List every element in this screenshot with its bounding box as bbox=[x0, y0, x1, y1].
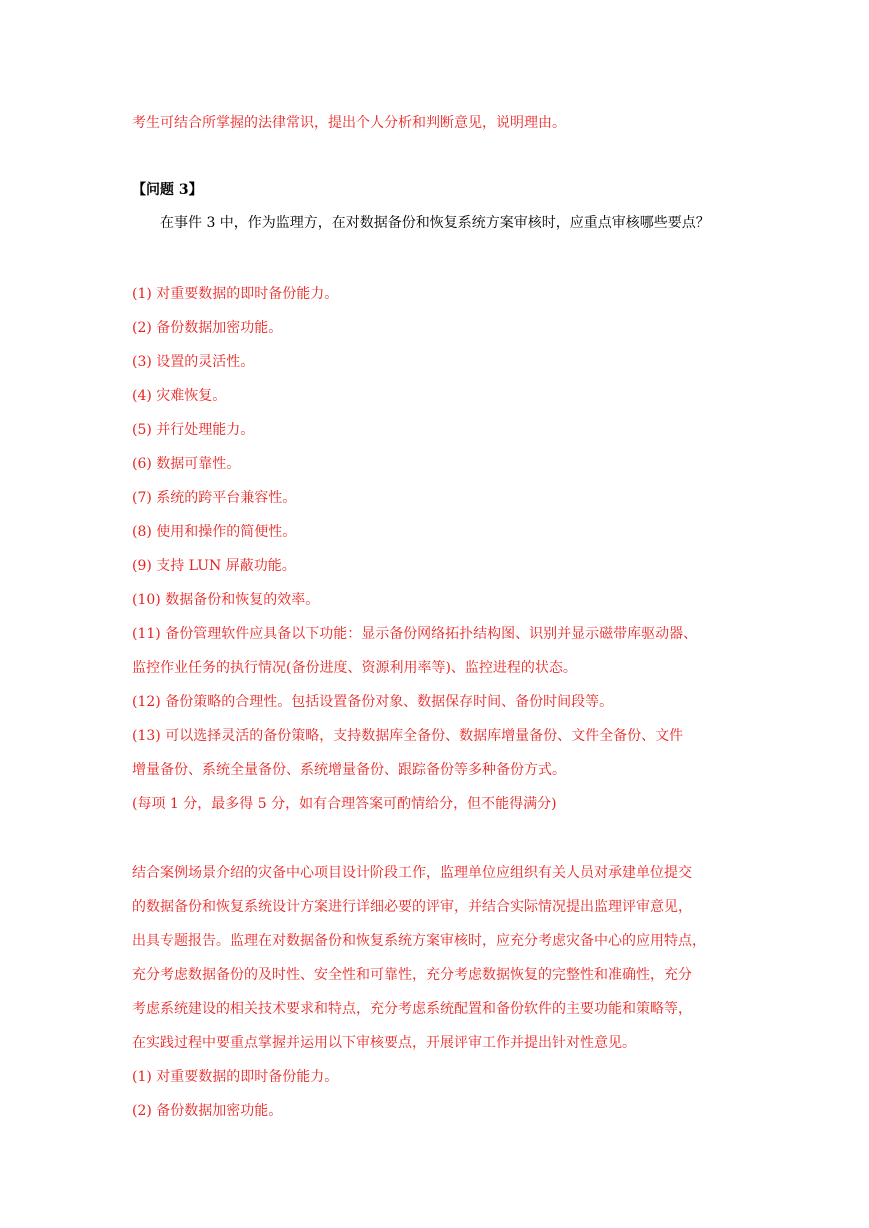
scoring-note: (每项 1 分，最多得 5 分，如有合理答案可酌情给分，但不能得满分) bbox=[132, 796, 557, 812]
answer-item: (3) 设置的灵活性。 bbox=[132, 354, 255, 370]
answer-item: (11) 备份管理软件应具备以下功能：显示备份网络拓扑结构图、识别并显示磁带库驱动器、 bbox=[132, 626, 698, 642]
answer-item-continuation: 增量备份、系统全量备份、系统增量备份、跟踪备份等多种备份方式。 bbox=[132, 762, 566, 778]
answer-item: (7) 系统的跨平台兼容性。 bbox=[132, 490, 297, 506]
analysis-line: 出具专题报告。监理在对数据备份和恢复系统方案审核时，应充分考虑灾备中心的应用特点， bbox=[132, 933, 706, 949]
analysis-line: (2) 备份数据加密功能。 bbox=[132, 1103, 283, 1119]
analysis-line: 结合案例场景介绍的灾备中心项目设计阶段工作，监理单位应组织有关人员对承建单位提交 bbox=[132, 865, 692, 881]
answer-item-continuation: 监控作业任务的执行情况(备份进度、资源利用率等)、监控进程的状态。 bbox=[132, 660, 577, 676]
answer-item: (8) 使用和操作的简便性。 bbox=[132, 524, 297, 540]
answer-item: (6) 数据可靠性。 bbox=[132, 456, 241, 472]
answer-item: (2) 备份数据加密功能。 bbox=[132, 320, 283, 336]
answer-item: (12) 备份策略的合理性。包括设置备份对象、数据保存时间、备份时间段等。 bbox=[132, 694, 614, 710]
analysis-line: 的数据备份和恢复系统设计方案进行详细必要的评审，并结合实际情况提出监理评审意见， bbox=[132, 899, 692, 915]
intro-text: 考生可结合所掌握的法律常识，提出个人分析和判断意见，说明理由。 bbox=[132, 115, 566, 131]
analysis-line: 充分考虑数据备份的及时性、安全性和可靠性，充分考虑数据恢复的完整性和准确性，充分 bbox=[132, 967, 692, 983]
answer-item: (1) 对重要数据的即时备份能力。 bbox=[132, 286, 339, 302]
analysis-line: 考虑系统建设的相关技术要求和特点，充分考虑系统配置和备份软件的主要功能和策略等， bbox=[132, 1001, 692, 1017]
answer-item: (13) 可以选择灵活的备份策略，支持数据库全备份、数据库增量备份、文件全备份、文件 bbox=[132, 728, 684, 744]
question-heading: 【问题 3】 bbox=[132, 182, 203, 198]
analysis-line: 在实践过程中要重点掌握并运用以下审核要点，开展评审工作并提出针对性意见。 bbox=[132, 1035, 636, 1051]
answer-item: (5) 并行处理能力。 bbox=[132, 422, 255, 438]
analysis-line: (1) 对重要数据的即时备份能力。 bbox=[132, 1069, 339, 1085]
answer-item: (9) 支持 LUN 屏蔽功能。 bbox=[132, 558, 296, 574]
answer-item: (10) 数据备份和恢复的效率。 bbox=[132, 592, 320, 608]
answer-item: (4) 灾难恢复。 bbox=[132, 388, 227, 404]
question-text: 在事件 3 中，作为监理方，在对数据备份和恢复系统方案审核时，应重点审核哪些要点？ bbox=[160, 215, 710, 231]
